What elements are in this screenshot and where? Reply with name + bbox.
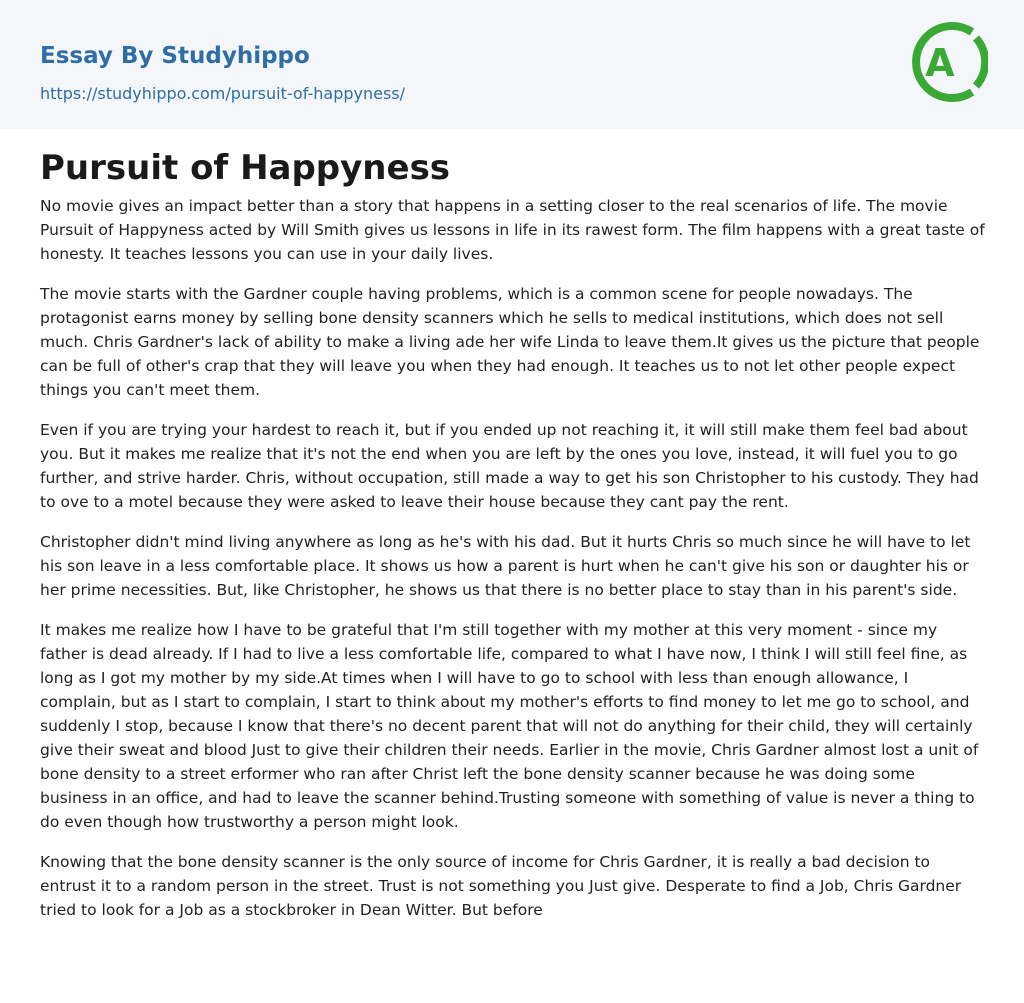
paragraph-1: No movie gives an impact better than a story that happens in a setting closer to the real scenarios of life. The movie Pursuit of Happyness acted by Will Smith gives us lessons in life in its rawest form. The film happens with a great taste of honesty. It teaches lessons you can use in your daily lives.: [40, 197, 985, 263]
paragraph-4: Christopher didn't mind living anywhere as long as he's with his dad. But it hurts Chris so much since he will have to let his son leave in a less comfortable place. It shows us how a parent is hurt when he can't give his son or daughter his or her prime necessities. But, like Christopher, he shows us that there is no better place to stay than in his parent's side.: [40, 533, 971, 599]
paragraph-2: The movie starts with the Gardner couple having problems, which is a common scene for people nowadays. The protagonist earns money by selling bone density scanners which he sells to medical institutions, which does not sell much. Chris Gardner's lack of ability to make a living ade her wife Linda to leave them.It gives us the picture that people can be full of other's crap that they will leave you when they had enough. It teaches us to not let other people expect things you can't meet them.: [40, 285, 980, 399]
paragraph-3: Even if you are trying your hardest to reach it, but if you ended up not reaching it, it will still make them feel bad about you. But it makes me realize that it's not the end when you are left by the ones you love, instead, it will fuel you to go further, and strive harder. Chris, without occupation, still made a way to get his son Christopher to his custody. They had to ove to a motel because they were asked to leave their house because they cant pay the rent.: [40, 421, 979, 511]
article-body: [40, 194, 986, 938]
studyhippo-logo-icon[interactable]: [910, 18, 988, 106]
paragraph-5: It makes me realize how I have to be grateful that I'm still together with my mother at this very moment - since my father is dead already. If I had to live a less comfortable life, compared to what I have now, I think I will still feel fine, as long as I got my mother by my side.At times when I will have to go to school with less than enough allowance, I complain, but as I start to complain, I start to think about my mother's efforts to find money to let me go to school, and suddenly I stop, because I know that there's no decent parent that will not do anything for their child, they will certainly give their sweat and blood Just to give their children their needs. Earlier in the movie, Chris Gardner almost lost a unit of bone density to a street erformer who ran after Christ left the bone density scanner because he was doing some business in an office, and had to leave the scanner behind.Trusting someone with something of value is never a thing to do even though how trustworthy a person might look.: [40, 621, 979, 831]
paragraph-6: Knowing that the bone density scanner is the only source of income for Chris Gardner, it is really a bad decision to entrust it to a random person in the street. Trust is not something you Just give. Desperate to find a Job, Chris Gardner tried to look for a Job as a stockbroker in Dean Witter. But before: [40, 853, 962, 919]
logo-ring-right: [976, 38, 985, 86]
site-header: [0, 0, 1024, 129]
page-url-link[interactable]: https://studyhippo.com/pursuit-of-happyness/: [40, 84, 406, 103]
brand-title[interactable]: Essay By Studyhippo: [40, 43, 310, 69]
logo-letter: A: [925, 41, 955, 85]
page-title: Pursuit of Happyness: [40, 148, 451, 188]
